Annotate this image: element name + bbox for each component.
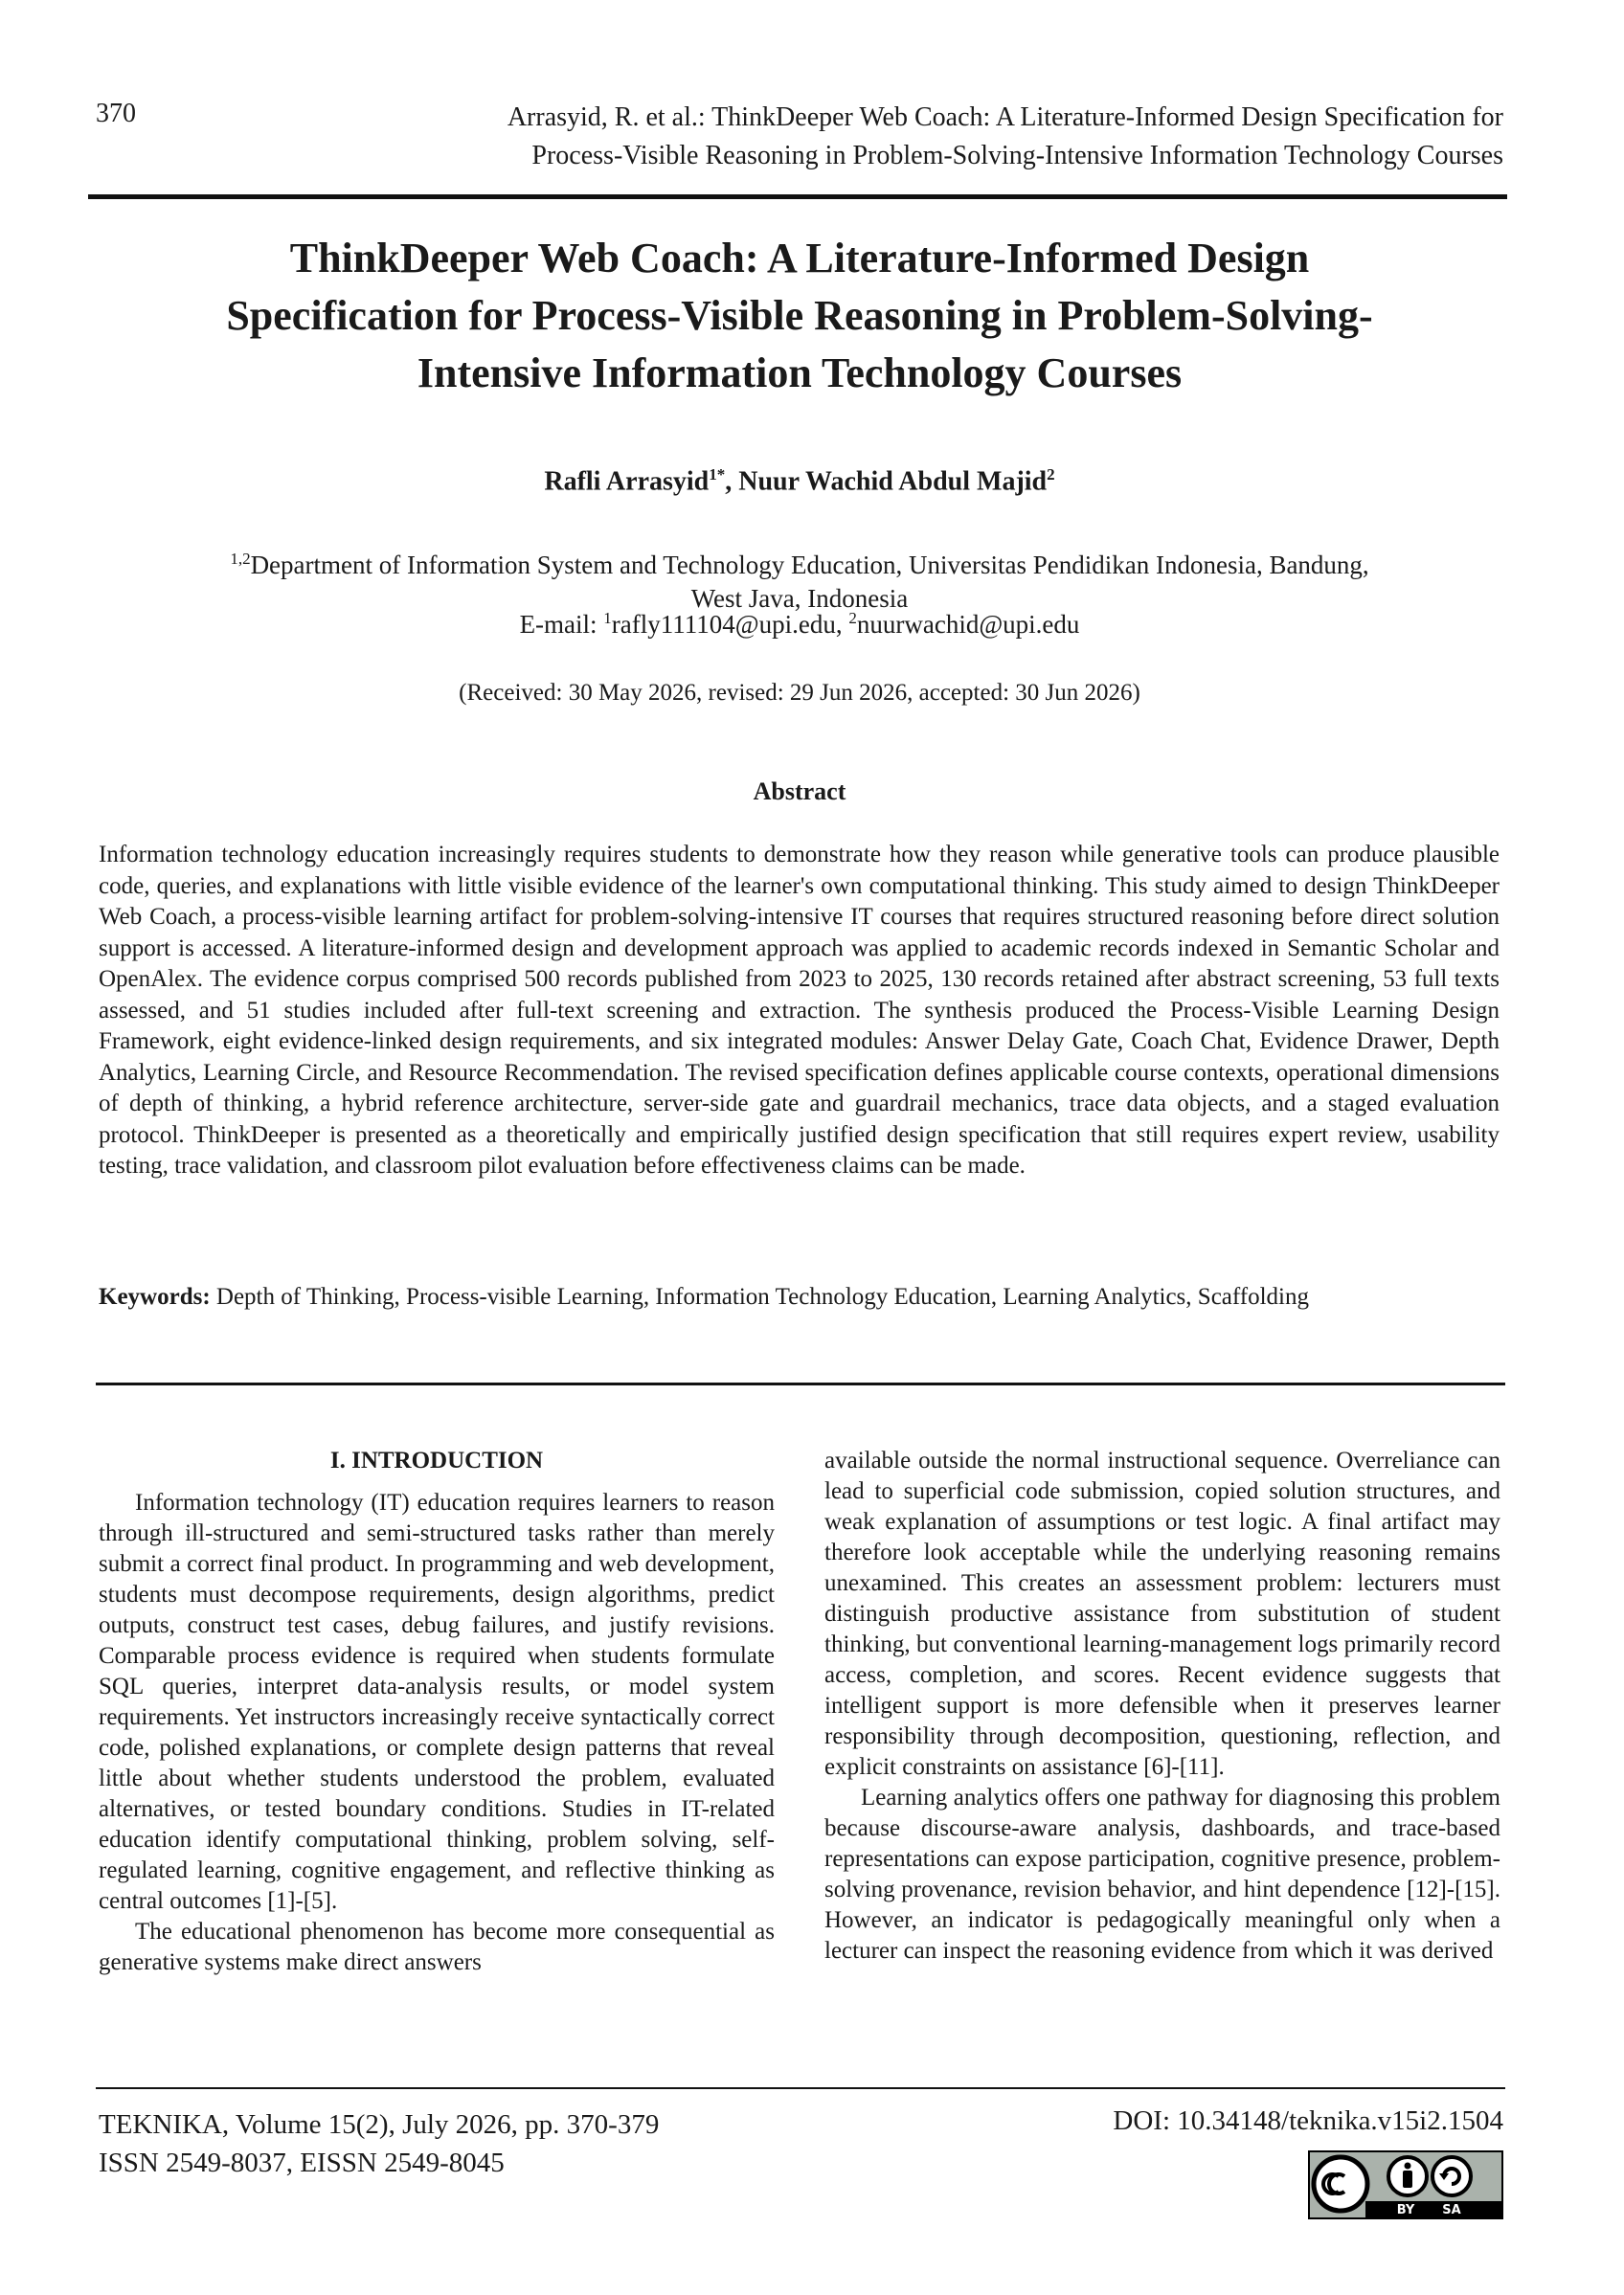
column-right bbox=[824, 1446, 1500, 1967]
email-address[interactable]: rafly111104@upi.edu bbox=[611, 610, 836, 639]
email-marker: 1 bbox=[603, 609, 612, 627]
author-affiliation-marker: 2 bbox=[1047, 465, 1055, 484]
journal-info bbox=[99, 2105, 659, 2182]
license-badge-strip bbox=[1365, 2201, 1501, 2217]
body-paragraph: available outside the normal instructional sequence. Overreliance can lead to superficial code submission, copied solution structures, and weak explanation of assumptions or test logic. A final artifact may therefore look acceptable while the underlying reasoning remains unexamined. This creates an assessment problem: lecturers must distinguish productive assistance from substitution of student thinking, but conventional learning-management logs primarily record access, completion, and scores. Recent evidence suggests that intelligent support is more defensible when it preserves learner responsibility through decomposition, questioning, reflection, and explicit constraints on assistance [6]-[11]. bbox=[824, 1448, 1500, 1780]
issn: ISSN 2549-8037, EISSN 2549-8045 bbox=[99, 2148, 505, 2178]
title-line2: Specification for Process-Visible Reasoning in Problem-Solving- bbox=[226, 292, 1373, 339]
body-paragraph: The educational phenomenon has become more consequential as generative systems make direct answers bbox=[99, 1919, 775, 1975]
doi[interactable]: DOI: 10.34148/teknika.v15i2.1504 bbox=[1113, 2105, 1503, 2136]
abstract-text: Information technology education increasingly requires students to demonstrate how they reason while generative tools can produce plausible code, queries, and explanations with little visible evidence of the learner's own computational thinking. This study aimed to design ThinkDeeper Web Coach, a process-visible learning artifact for problem-solving-intensive IT courses that requires structured reasoning before direct solution support is accessed. A literature-informed design and development approach was applied to academic records indexed in Semantic Scholar and OpenAlex. The evidence corpus comprised 500 records published from 2023 to 2025, 130 records retained after abstract screening, 53 full texts assessed, and 51 studies included after full-text screening and extraction. The synthesis produced the Process-Visible Learning Design Framework, eight evidence-linked design requirements, and six integrated modules: Answer Delay Gate, Coach Chat, Evidence Drawer, Depth Analytics, Learning Circle, and Resource Recommendation. The revised specification defines applicable course contexts, operational dimensions of depth of thinking, a hybrid reference architecture, server-side gate and guardrail mechanics, trace data objects, and a staged evaluation protocol. ThinkDeeper is presented as a theoretically and empirically justified design specification that still requires expert review, usability testing, trace validation, and classroom pilot evaluation before effectiveness claims can be made. bbox=[99, 842, 1500, 1179]
column-left bbox=[99, 1446, 775, 1978]
body-paragraph: Learning analytics offers one pathway for diagnosing this problem because discourse-aware analysis, dashboards, and trace-based representations can expose participation, cognitive presence, problem-solving provenance, revision behavior, and hint dependence [12]-[15]. However, an indicator is pedagogically meaningful only when a lecturer can inspect the reasoning evidence from which it was derived bbox=[824, 1785, 1500, 1964]
running-title-line1: Arrasyid, R. et al.: ThinkDeeper Web Coach: A Literature-Informed Design Specification for bbox=[507, 102, 1503, 132]
journal-citation: TEKNIKA, Volume 15(2), July 2026, pp. 370-379 bbox=[99, 2109, 660, 2140]
affiliation-line2: West Java, Indonesia bbox=[690, 584, 909, 613]
cc-icon bbox=[1314, 2157, 1367, 2211]
license-by-label: BY bbox=[1396, 2203, 1415, 2217]
affiliation-marker: 1,2 bbox=[230, 550, 251, 568]
keywords bbox=[99, 1284, 1516, 1311]
section-heading: I. INTRODUCTION bbox=[329, 1448, 544, 1474]
email-separator: , bbox=[835, 610, 849, 639]
page-number: 370 bbox=[96, 99, 136, 128]
keywords-label: Keywords: bbox=[99, 1284, 211, 1310]
section-divider bbox=[96, 1383, 1505, 1385]
running-head bbox=[96, 99, 1503, 185]
attribution-icon bbox=[1388, 2157, 1427, 2195]
keywords-list: Depth of Thinking, Process-visible Learning, Information Technology Education, Learning Analytics, Scaffolding bbox=[210, 1284, 1309, 1310]
author-affiliation-marker: 1* bbox=[709, 465, 726, 484]
title-line1: ThinkDeeper Web Coach: A Literature-Informed Design bbox=[289, 235, 1310, 281]
header-rule bbox=[88, 194, 1507, 199]
running-title-line2: Process-Visible Reasoning in Problem-Solving-Intensive Information Technology Courses bbox=[531, 141, 1503, 170]
title-line3: Intensive Information Technology Courses bbox=[417, 349, 1183, 396]
email-line bbox=[124, 609, 1475, 640]
email-address[interactable]: nuurwachid@upi.edu bbox=[856, 610, 1080, 639]
license-sa-label: SA bbox=[1442, 2203, 1461, 2217]
affiliation-line1: Department of Information System and Technology Education, Universitas Pendidikan Indonesia, Bandung, bbox=[250, 551, 1369, 579]
author-name: Nuur Wachid Abdul Majid bbox=[738, 466, 1048, 497]
abstract-heading: Abstract bbox=[753, 777, 846, 805]
email-label: E-mail: bbox=[519, 610, 604, 639]
author-separator: , bbox=[725, 466, 739, 497]
body-paragraph: Information technology (IT) education requires learners to reason through ill-structured and semi-structured tasks rather than merely submit a correct final product. In programming and web development, students must decompose requirements, design algorithms, predict outputs, construct test cases, debug failures, and justify revisions. Comparable process evidence is required when students formulate SQL queries, interpret data-analysis results, or model system requirements. Yet instructors increasingly receive syntactically correct code, polished explanations, or complete design patterns that reveal little about whether students understood the problem, evaluated alternatives, or tested boundary conditions. Studies in IT-related education identify computational thinking, problem solving, self-regulated learning, cognitive engagement, and reflective thinking as central outcomes [1]-[5]. bbox=[99, 1490, 775, 1914]
author-name: Rafli Arrasyid bbox=[544, 466, 710, 497]
email-marker: 2 bbox=[848, 609, 857, 627]
affiliation bbox=[124, 542, 1475, 616]
share-alike-icon bbox=[1432, 2157, 1471, 2195]
footer-rule bbox=[96, 2087, 1505, 2089]
cc-by-sa-license-badge[interactable] bbox=[1308, 2150, 1503, 2219]
paper-title bbox=[86, 230, 1513, 402]
author-list bbox=[86, 465, 1513, 497]
running-title bbox=[259, 99, 1503, 175]
received-dates: (Received: 30 May 2026, revised: 29 Jun 2026, accepted: 30 Jun 2026) bbox=[459, 680, 1140, 706]
